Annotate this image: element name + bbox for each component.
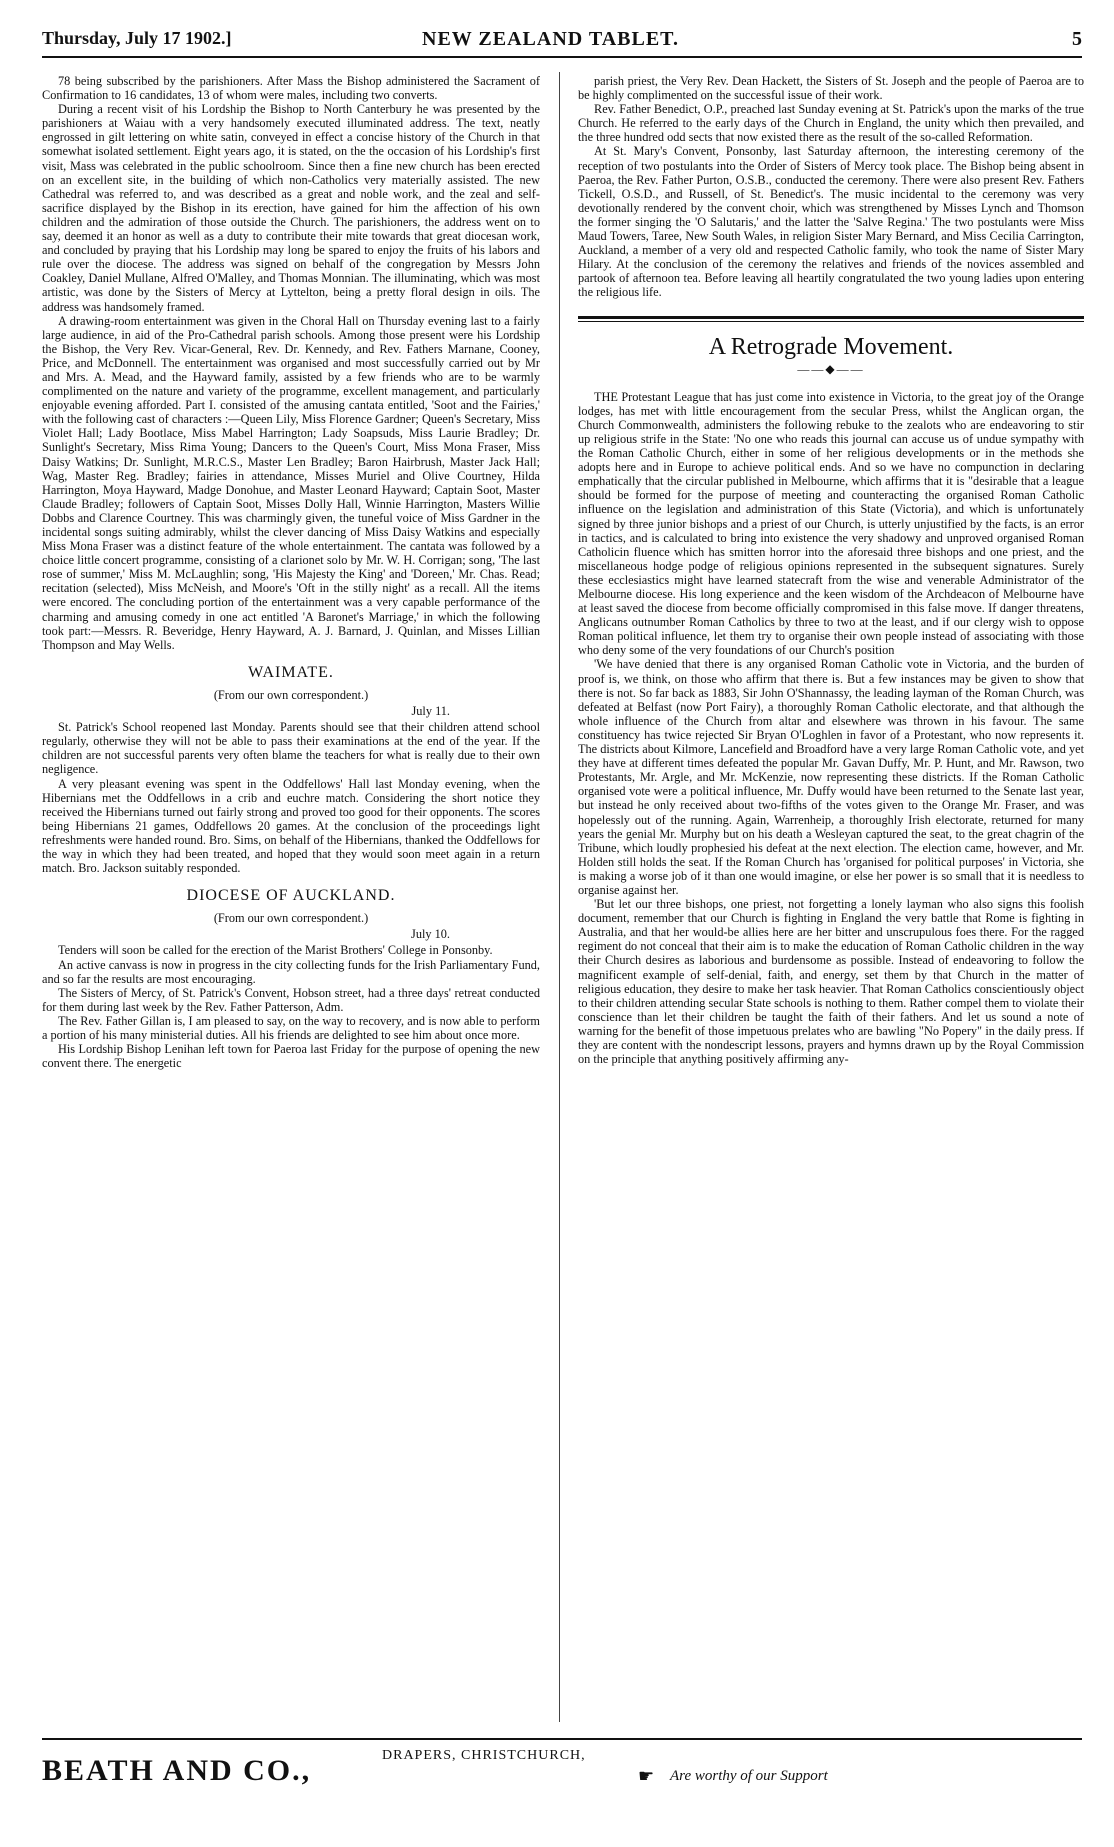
paragraph: 'But let our three bishops, one priest, not forgetting a lonely layman who also signs this foolish document, remember that our Church is fighting in England the very battle that Rome is fighting in Australia, and that her would-be allies here are her bitter and unscrupulous foes there. For the ragged regiment do not conceal that their aim is to make the education of Roman Catholic children in the way their Church desires as laborious and burdensome as possible. Instead of endeavoring to follow the magnificent example of self-denial, faith, and energy, set them by that Church in the matter of religious education, they desire to make her task heavier. That Roman Catholics conscientiously object to their children attending secular State schools is nothing to them. Rather compel them to violate their conscience than let their children be taught the faith of their fathers. And let us sound a note of warning for the benefit of those impetuous prelates who are bawling "No Popery" in the daily press. If they are content with the nondescript lessons, prayers and hymns drawn up by the Royal Commission on the principle that anything positively affirming any- [578,897,1084,1067]
paragraph: THE Protestant League that has just come into existence in Victoria, to the great joy of the Orange lodges, has met with little encouragement from the secular Press, whilst the Anglican organ, the Church Commonwealth, administers the following rebuke to the zealots who are endeavoring to stir up religious strife in the State: 'No one who reads this journal can accuse us of undue sympathy with the Roman Catholic Church, either in some of her religious developments or in the methods she adopts here and in Europe to achieve political ends. And so we have no compunction in declaring emphatically that the circular published in Melbourne, which affirms that it is "desirable that a league should be formed for the purpose of meeting and counteracting the organised Roman Catholic influence on the legislation and administration of this State (Victoria), and which is unfortunately signed by three junior bishops and a priest of our Church, is utterly unjustified by the facts, is an error in tactics, and is calculated to bring into existence the very shadowy and unproved organised Roman Catholicin fluence which has smitten horror into the aforesaid three bishops and one priest, and the miscellaneous hodge podge of religious opinions represented in the subsequent signatures. Surely these ecclesiastics might have learned statecraft from the wise and venerable Administrator of the Melbourne diocese. His long experience and the keen wisdom of the Archdeacon of Melbourne have at least saved the diocese from become officially compromised in this false move. If danger threatens, Anglicans outnumber Roman Catholics by three to two at the least, and if our clergy wish to oppose Roman political influence, let them try to organise their own people instead of associating with those who deny some of the very foundations of our Church's position [578,389,1084,658]
paragraph: The Rev. Father Gillan is, I am pleased to say, on the way to recovery, and is now able to perform a portion of his many ministerial duties. All his friends are delighted to see him about once more. [42,1013,540,1042]
paragraph: parish priest, the Very Rev. Dean Hackett, the Sisters of St. Joseph and the people of Paeroa are to be highly complimented on the successful issue of their work. [578,74,1084,103]
section-divider [578,316,1084,322]
paragraph: An active canvass is now in progress in the city collecting funds for the Irish Parliamentary Fund, and so far the results are most encouraging. [42,957,540,986]
paragraph: During a recent visit of his Lordship the Bishop to North Canterbury he was presented by the parishioners at Waiau with a very handsomely executed illuminated address. The text, neatly engrossed in gilt lettering on white satin, conveyed in effect a concise history of the Church in that somewhat isolated settlement. Eight years ago, it is stated, on the the occasion of his Lordship's first visit, Mass was celebrated in the public schoolroom. Since then a fine new church has been erected on an excellent site, in the building of which non-Catholics very materially assisted. The new Cathedral was referred to, and was described as a great and noble work, and the zeal and self-sacrifice displayed by the Bishop in its erection, have gained for him the affection of his own children and the admiration of those outside the Church. The parishioners, the address went on to say, deemed it an honor as well as a duty to contribute their mite towards that great diocesan work, and concluded by praying that his Lordship may long be spared to enjoy the fruits of his labors and rule over the diocese. The address was signed on behalf of the congregation by Messrs John Coakley, Daniel Mullane, Alfred O'Malley, and Thomas Monnian. The illuminating, which was most artistic, was done by the Sisters of Mercy at Lyttelton, being a pretty floral design in oils. The address was handsomely framed. [42,102,540,314]
correspondent-note: (From our own correspondent.) [213,687,369,702]
paragraph: A drawing-room entertainment was given in the Choral Hall on Thursday evening last to a fairly large audience, in aid of the Pro-Cathedral parish schools. Among those present were his Lordship the Bishop, the Very Rev. Vicar-General, Rev. Dr. Kennedy, and Rev. Fathers Marnane, Cooney, Price, and McDonnell. The entertainment was organised and most successfully carried out by Mr and Mrs. A. Mead, and the Hayward family, assisted by a few friends who are to be warmly complimented on the nature and variety of the programme, excellent management, and particularly enjoyable evening afforded. Part I. consisted of the amusing cantata entitled, 'Soot and the Fairies,' with the following cast of characters :—Queen Lily, Miss Florence Gardner; Queen's Secretary, Miss Violet Hall; Lady Bootlace, Miss Mabel Harrington; Lady Soapsuds, Miss Laurie Bradley; Dr. Sunlight's Secretary, Miss Rima Young; Dancers to the Queen's Court, Miss Mona Fraser, Miss Daisy Watkins; Dr. Sunlight, M.R.C.S., Master Len Bradley; Baron Hairbrush, Master Jack Hall; Wag, Master Reg. Bradley; fairies in attendance, Misses Muriel and Olive Courtney, Hilda Harrington, Moya Hayward, Madge Donohue, and Master Leonard Hayward; Captain Soot, Master Claude Bradley; followers of Captain Soot, Misses Dolly Hall, Winnie Harrington, Masters Willie Dobbs and Clarence Courtney. This was charmingly given, the tuneful voice of Miss Gardner in the incidental songs suiting admirably, whilst the clever dancing of Miss Daisy Watkins and especially Miss Mona Fraser was a distinct feature of the whole entertainment. The cantata was followed by a choice little concert programme, consisting of a clarionet solo by Mr. W. H. Corrigan; song, 'The last rose of summer,' Miss M. McLaughlin; song, 'His Majesty the King' and 'Doreen,' Mr. Chas. Read; recitation (selected), Miss McNeish, and Moore's 'Oft in the stilly night' as a recall. All the items were encored. The concluding portion of the entertainment was a very capable performance of the charming and amusing comedy in one act entitled 'A Baronet's Marriage,' in which the following took part:—Messrs. R. Beveridge, Henry Hayward, A. J. Barnard, J. Quinlan, and Misses Lillian Thompson and May Wells. [42,313,540,652]
issue-date: Thursday, July 17 1902.] [42,28,232,48]
page-header [42,20,1082,58]
paragraph: 78 being subscribed by the parishioners. After Mass the Bishop administered the Sacrament of Confirmation to 16 candidates, 13 of whom were males, including two converts. [42,74,540,103]
page-number: 5 [1072,28,1082,50]
correspondent-note: (From our own correspondent.) [213,911,369,926]
section-heading-auckland: DIOCESE OF AUCKLAND. [186,887,396,905]
section-heading-waimate: WAIMATE. [248,663,334,681]
pointing-hand-icon: ☛ [638,1766,655,1786]
right-column [578,74,1084,1714]
paragraph: St. Patrick's School reopened last Monday. Parents should see that their children attend school regularly, otherwise they will not be able to pass their examinations at the end of the year. If the children are not successful parents very often blame the teachers for what is really due to their own negligence. [42,720,540,777]
paragraph: His Lordship Bishop Lenihan left town for Paeroa last Friday for the purpose of opening the new convent there. The energetic [42,1042,540,1071]
left-column [42,74,540,1714]
paragraph: At St. Mary's Convent, Ponsonby, last Saturday afternoon, the interesting ceremony of the reception of two postulants into the Order of Sisters of Mercy took place. The Bishop being absent in Paeroa, the Rev. Father Purton, O.S.B., conducted the ceremony. There were also present Rev. Fathers Tickell, O.S.D., and Russell, of St. Benedict's. The music incidental to the ceremony was very devotionally rendered by the convent choir, which was strengthened by Misses Lynch and Thomson the former singing the 'O Salutaris,' and the latter the 'Salve Regina.' The two postulants were Miss Maud Towers, Taree, New South Wales, in religion Sister Mary Bernard, and Miss Cecilia Carrington, Auckland, a member of a very old and respected Catholic family, who took the name of Sister Mary Hilary. At the conclusion of the ceremony the relatives and friends of the novices assembled and partook of afternoon tea. Before leaving all heartily congratulated the two young ladies upon entering the religious life. [578,144,1084,300]
paragraph: 'We have denied that there is any organised Roman Catholic vote in Victoria, and the burden of proof is, we think, on those who affirm that there is. But a few instances may be given to show that there is not. So far back as 1883, Sir John O'Shannassy, the leading layman of the Roman Church, was defeated at Belfast (now Port Fairy), a thoroughly Roman Catholic electorate, and that although the whole influence of the Church from altar and elsewhere was thrown in his favour. The same constituency has twice rejected Sir Bryan O'Loghlen in favor of a Protestant, who now represents it. The districts about Kilmore, Lancefield and Broadford have a very large Roman Catholic vote, and yet they have at different times defeated the popular Mr. Gavan Duffy, Mr. P. Hunt, and Mr. Rawson, two Protestants, Mr. Argle, and Mr. McKenzie, now representing these districts. If the Roman Catholic organised vote were a political influence, Mr. Duffy would have been returned to the Senate last year, but instead he only received about two-fifths of the votes given to the Orange Mr. Fraser, and was hopelessly out of the running. Again, Warrenheip, a thoroughly Irish electorate, returned for many years the genial Mr. Murphy but on his death a Wesleyan captured the seat, to the great chagrin of the Tribune, which loudly prophesied his defeat at the next election. The election came, however, and Mr. Holden still holds the seat. If the Roman Church has 'organised for political purposes' in Victoria, she is making a worse job of it than one would imagine, or else her power is so small that it is needless to organise against her. [578,657,1084,897]
advert-tagline: DRAPERS, CHRISTCHURCH, [382,1748,586,1763]
article-title: A Retrograde Movement. [708,333,954,360]
paragraph: Tenders will soon be called for the erection of the Marist Brothers' College in Ponsonby. [58,943,493,958]
advert-slogan: Are worthy of our Support [670,1768,828,1784]
advert-footer [42,1738,1082,1800]
dateline: July 10. [411,927,450,942]
paragraph: A very pleasant evening was spent in the Oddfellows' Hall last Monday evening, when the Hibernians met the Oddfellows in a crib and euchre match. Considering the short notice they received the Hibernians turned out fairly strong and proved too good for their opponents. The scores being Hibernians 21 games, Oddfellows 20 games. At the conclusion of the proceedings light refreshments were handed round. Bro. Sims, on behalf of the Hibernians, thanked the Oddfellows for the way in which they had been treated, and hoped that they would soon meet again in a return match. Bro. Jackson suitably responded. [42,776,540,876]
masthead-title: NEW ZEALAND TABLET. [422,28,680,50]
dateline: July 11. [411,704,450,719]
ornament-rule: ——◆—— [797,361,865,376]
advert-brand: BEATH AND CO., [42,1754,312,1787]
paragraph: Rev. Father Benedict, O.P., preached last Sunday evening at St. Patrick's upon the marks of the true Church. He referred to the early days of the Church in England, the unity which then prevailed, and the three hundred odd sects that now existed there as the result of the so-called Reformation. [578,102,1084,145]
paragraph: The Sisters of Mercy, of St. Patrick's Convent, Hobson street, had a three days' retreat conducted for them during last week by the Rev. Father Patterson, Adm. [42,985,540,1014]
column-divider [559,72,560,1722]
